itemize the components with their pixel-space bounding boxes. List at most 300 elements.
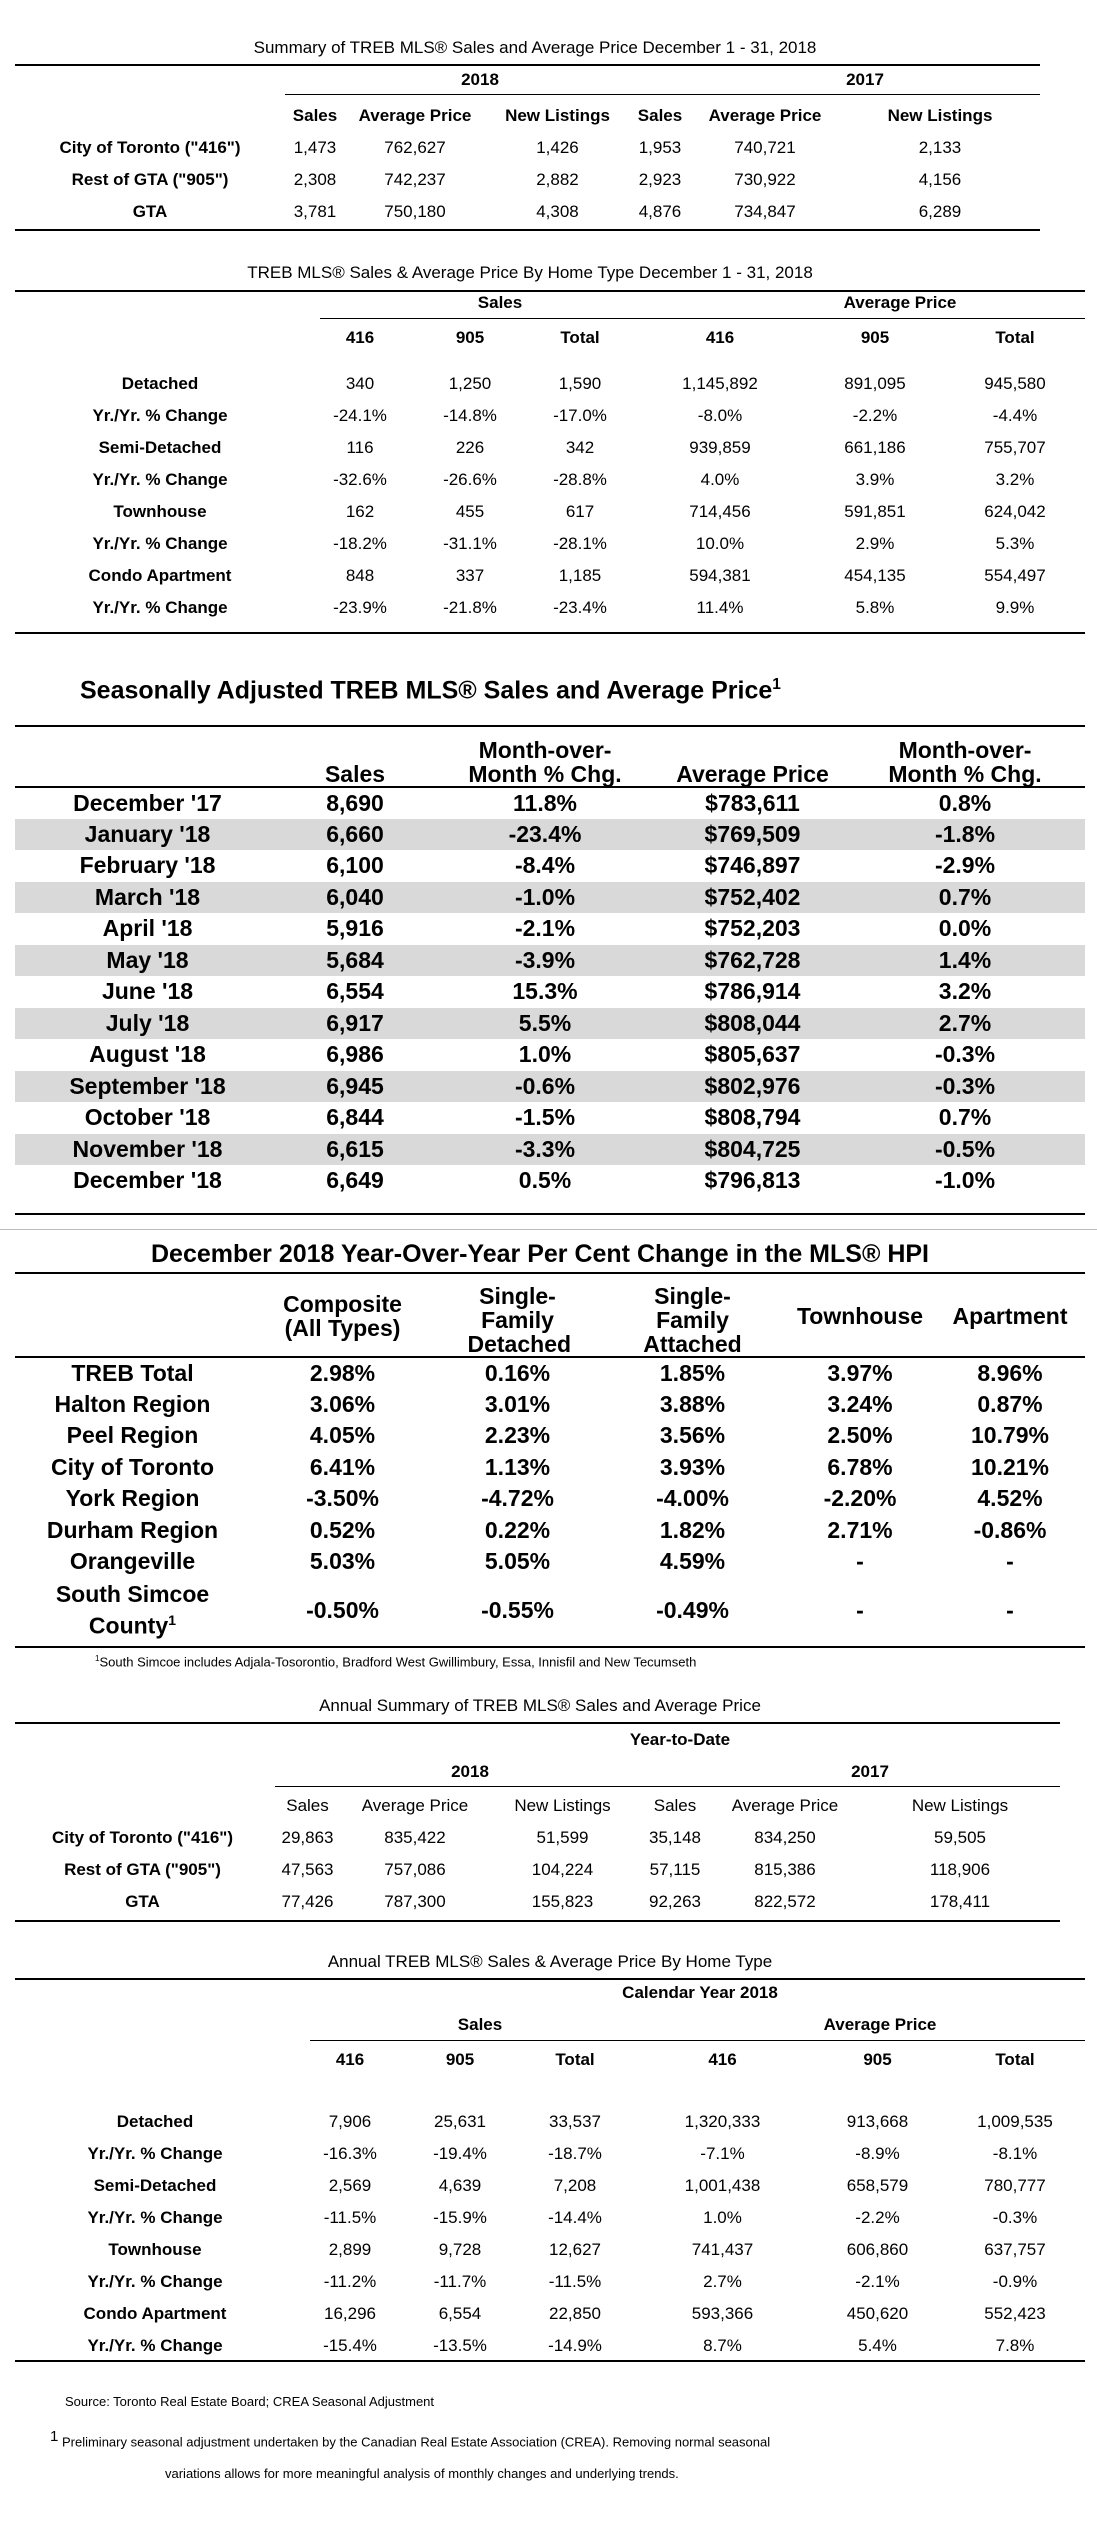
s6-group-rule	[310, 2040, 1085, 2041]
s5-cell: 51,599	[536, 1828, 589, 1847]
s3-cell: 6,844	[326, 1104, 384, 1131]
s6-cell: 658,579	[846, 2176, 909, 2195]
s6-row	[15, 2138, 1085, 2170]
s6-cell: -11.5%	[548, 2272, 602, 2291]
s6-row	[15, 2106, 1085, 2138]
page-divider	[0, 1229, 1097, 1230]
s4-cell: 6.78%	[827, 1453, 893, 1480]
s1-header-row	[15, 100, 1040, 132]
s3-cell: -1.0%	[430, 882, 660, 914]
s6-row	[15, 2266, 1085, 2298]
s4-cell: -0.86%	[973, 1516, 1047, 1543]
s3-row-label: January '18	[15, 819, 280, 851]
s3-row	[15, 882, 1085, 914]
s3-cell: -8.4%	[514, 852, 576, 879]
s5-col-header: Average Price	[731, 1796, 839, 1815]
s4-row	[15, 1420, 1085, 1452]
s3-row	[15, 787, 1085, 819]
s2-cell: 342	[565, 438, 595, 457]
s3-cell: 6,660	[280, 819, 430, 851]
s6-row	[15, 2170, 1085, 2202]
s2-cell: 4.0%	[700, 470, 740, 489]
s6-col-header: Total	[555, 2050, 595, 2069]
s5-year-b-rule	[670, 1786, 1060, 1787]
s2-group-price: Average Price	[843, 293, 957, 312]
s2-row-label: Condo Apartment	[88, 566, 232, 585]
s2-cell: -32.6%	[333, 470, 387, 489]
s2-cell: -17.0%	[553, 406, 607, 425]
s4-cell: 0.87%	[977, 1390, 1043, 1417]
s4-cell: 8.96%	[935, 1357, 1085, 1389]
s5-subtitle: Year-to-Date	[629, 1730, 731, 1749]
s2-row	[15, 560, 1085, 592]
s3-cell: $804,725	[660, 1134, 845, 1166]
s6-row-label: Condo Apartment	[83, 2304, 227, 2323]
source-note: Source: Toronto Real Estate Board; CREA Seasonal Adjustment	[65, 2394, 435, 2409]
s1-cell: 4,308	[536, 202, 579, 221]
s1-cell: 1,473	[293, 138, 337, 157]
s6-cell: 1,001,438	[684, 2176, 761, 2195]
s2-cell: 116	[346, 438, 374, 457]
s3-cell: $752,402	[660, 882, 845, 914]
s5-cell: 77,426	[281, 1892, 334, 1911]
s4-col-header	[600, 1275, 785, 1357]
s4-col-header	[435, 1275, 600, 1357]
s2-cell: -23.9%	[333, 598, 387, 617]
s4-cell: 4.59%	[659, 1548, 726, 1575]
s6-cell: 780,777	[984, 2176, 1046, 2195]
s4-cell: 2.71%	[827, 1516, 893, 1543]
s4-cell: 1.13%	[484, 1453, 551, 1480]
s3-cell: -2.1%	[514, 915, 576, 942]
s3-cell: $805,637	[704, 1041, 801, 1068]
s2-row-label: Detached	[121, 374, 199, 393]
s2-col-header: 416	[705, 328, 735, 347]
s3-row-label: March '18	[15, 882, 280, 914]
footnote-line2: variations allows for more meaningful analysis of monthly changes and underlying trends.	[165, 2466, 679, 2481]
s3-col-header	[430, 738, 660, 787]
s6-cell: -2.2%	[855, 2208, 900, 2227]
s6-cell: 593,366	[691, 2304, 754, 2323]
s3-row	[15, 945, 1085, 977]
s1-year-b-rule	[665, 94, 1040, 95]
s4-footnote-sup: 1	[95, 1654, 100, 1663]
s6-cell: -0.9%	[992, 2272, 1038, 2291]
s1-cell: 742,237	[384, 170, 446, 189]
s6-cell: 22,850	[549, 2304, 601, 2323]
s2-cell: -24.1%	[333, 406, 387, 425]
s2-row	[15, 368, 1085, 400]
s2-cell: -31.1%	[443, 534, 497, 553]
s6-cell: -14.4%	[548, 2208, 602, 2227]
footnote-sup: 1	[50, 2428, 59, 2445]
s4-cell: -0.50%	[306, 1597, 379, 1623]
s3-cell: 1.4%	[845, 945, 1085, 977]
s5-col-header: Average Price	[361, 1796, 469, 1815]
s5-cell: 815,386	[754, 1860, 816, 1879]
s5-col-header: Sales	[286, 1796, 329, 1815]
s3-cell: 0.8%	[845, 787, 1085, 819]
s3-cell: -1.0%	[934, 1167, 996, 1194]
s3-cell: 8,690	[280, 787, 430, 819]
s2-cell: -23.4%	[553, 598, 607, 617]
s6-row	[15, 2202, 1085, 2234]
s1-top-rule	[15, 64, 1040, 66]
s4-row-label: Halton Region	[54, 1390, 211, 1417]
s4-cell: 1.82%	[659, 1516, 726, 1543]
s6-row-label: Townhouse	[108, 2240, 202, 2259]
s5-col-header: Sales	[653, 1796, 697, 1815]
s3-row-label: July '18	[15, 1008, 280, 1040]
s3-bottom-rule	[15, 1213, 1085, 1215]
s2-row	[15, 496, 1085, 528]
s5-cell: 118,906	[929, 1860, 991, 1879]
s4-row	[15, 1389, 1085, 1421]
s3-cell: -3.9%	[430, 945, 660, 977]
s6-cell: -13.5%	[433, 2336, 487, 2355]
s2-row	[15, 464, 1085, 496]
s3-cell: 5,916	[326, 915, 384, 942]
s5-cell: 57,115	[649, 1860, 701, 1879]
s4-cell: 0.22%	[484, 1516, 551, 1543]
s5-cell: 92,263	[649, 1892, 701, 1911]
s2-cell: 594,381	[689, 566, 751, 585]
s6-col-header: 905	[445, 2050, 475, 2069]
s5-header-row	[15, 1790, 1060, 1822]
s3-cell: -2.9%	[934, 852, 996, 879]
s1-col-header: Sales	[637, 106, 683, 125]
s1-row	[15, 132, 1040, 164]
s3-row-label: December '18	[73, 1167, 222, 1194]
s2-col-header: 416	[345, 328, 375, 347]
s3-cell: -1.5%	[514, 1104, 576, 1131]
s4-title: December 2018 Year-Over-Year Per Cent Change in the MLS® HPI	[151, 1240, 929, 1268]
s2-row-label: Semi-Detached	[98, 438, 222, 457]
s2-row-label: Yr./Yr. % Change	[92, 406, 228, 425]
s3-row	[15, 1165, 1085, 1197]
s2-col-header: 905	[860, 328, 890, 347]
footnote-line1	[50, 2428, 770, 2449]
s1-cell: 6,289	[918, 202, 962, 221]
s5-cell: 787,300	[384, 1892, 446, 1911]
s4-row-label	[15, 1578, 250, 1644]
s1-cell: 1,953	[638, 138, 682, 157]
s4-bottom-rule	[15, 1646, 1085, 1648]
s2-row-label: Yr./Yr. % Change	[92, 470, 228, 489]
s2-cell: 624,042	[984, 502, 1046, 521]
s4-cell: -	[1006, 1597, 1014, 1623]
s6-cell: -2.1%	[855, 2272, 900, 2291]
s4-header-row	[15, 1275, 1085, 1357]
s3-cell: 6,917	[280, 1008, 430, 1040]
s5-row-label: City of Toronto ("416")	[51, 1828, 234, 1847]
s6-row	[15, 2298, 1085, 2330]
s6-cell: 606,860	[846, 2240, 909, 2259]
s5-cell: 757,086	[384, 1860, 446, 1879]
s4-row-label: TREB Total	[15, 1357, 250, 1389]
s5-top-rule	[15, 1722, 1060, 1724]
s2-cell: -8.0%	[697, 406, 743, 425]
s2-cell: -4.4%	[992, 406, 1038, 425]
s6-subtitle: Calendar Year 2018	[622, 1983, 778, 2002]
s3-row	[15, 976, 1085, 1008]
s2-col-header: 905	[455, 328, 485, 347]
s6-cell: -15.4%	[323, 2336, 377, 2355]
s4-cell: -0.55%	[481, 1597, 554, 1623]
s3-cell: 6,100	[326, 852, 384, 879]
s4-cell: -4.00%	[656, 1485, 729, 1512]
s5-col-header: New Listings	[514, 1796, 611, 1815]
s2-cell: 1,590	[558, 374, 602, 393]
s6-cell: -7.1%	[700, 2144, 745, 2163]
s2-cell: 2.9%	[855, 534, 895, 553]
s5-cell: 178,411	[929, 1892, 991, 1911]
s2-cell: 5.3%	[995, 534, 1035, 553]
s2-cell: 945,580	[984, 374, 1046, 393]
s6-cell: 913,668	[846, 2112, 909, 2131]
s6-cell: 2.7%	[703, 2272, 742, 2291]
s6-col-header: 905	[863, 2050, 892, 2069]
s2-cell: 554,497	[984, 566, 1046, 585]
s3-row	[15, 913, 1085, 945]
s3-row	[15, 1039, 1085, 1071]
s1-row-label: Rest of GTA ("905")	[71, 170, 229, 189]
s6-cell: -0.3%	[992, 2208, 1038, 2227]
s6-cell: 33,537	[549, 2112, 601, 2131]
s5-cell: 35,148	[649, 1828, 701, 1847]
s5-cell: 47,563	[281, 1860, 334, 1879]
s1-col-header: Average Price	[708, 106, 822, 125]
s6-row-label: Semi-Detached	[93, 2176, 217, 2195]
s1-row	[15, 196, 1040, 228]
s3-cell: 1.0%	[518, 1041, 572, 1068]
s4-cell: 4.05%	[309, 1422, 376, 1449]
s6-cell: 8.7%	[703, 2336, 742, 2355]
s3-row	[15, 1102, 1085, 1134]
s4-cell: 0.52%	[309, 1516, 376, 1543]
s4-cell: 5.03%	[309, 1548, 376, 1575]
s4-col-header-text: Composite (All Types)	[283, 1290, 402, 1341]
s3-cell: 0.7%	[845, 882, 1085, 914]
s4-cell: 3.56%	[659, 1422, 726, 1449]
s6-cell: 5.4%	[858, 2336, 897, 2355]
s1-col-header: New Listings	[887, 106, 993, 125]
s2-cell: 1,185	[558, 566, 602, 585]
s4-row-south-simcoe	[15, 1578, 1085, 1644]
s3-col-header-text: Month-over-Month % Chg.	[888, 737, 1042, 787]
s6-row	[15, 2234, 1085, 2266]
s3-cell: 6,554	[326, 978, 384, 1005]
s2-group-sales: Sales	[477, 293, 523, 312]
s4-footnote	[95, 1654, 696, 1669]
s6-cell: 741,437	[691, 2240, 754, 2259]
s1-row-label: City of Toronto ("416")	[59, 138, 241, 157]
s4-cell: -2.20%	[823, 1485, 897, 1512]
s5-table	[15, 1790, 1060, 1918]
s6-cell: 1,009,535	[977, 2112, 1053, 2131]
s6-row-label: Yr./Yr. % Change	[87, 2336, 223, 2355]
s1-row-label: GTA	[132, 202, 168, 221]
s1-cell: 740,721	[734, 138, 796, 157]
s5-cell: 29,863	[281, 1828, 334, 1847]
s3-cell: 6,945	[280, 1071, 430, 1103]
s6-row-label: Yr./Yr. % Change	[87, 2144, 223, 2163]
s2-cell: 1,250	[448, 374, 492, 393]
s4-cell: 2.23%	[484, 1422, 551, 1449]
s3-cell: 15.3%	[512, 978, 578, 1005]
s3-cell: 6,615	[280, 1134, 430, 1166]
s4-row	[15, 1546, 1085, 1578]
s1-year-b: 2017	[846, 70, 884, 89]
s2-cell: 591,851	[844, 502, 906, 521]
s1-cell: 750,180	[384, 202, 446, 221]
s2-cell: 454,135	[844, 566, 906, 585]
s2-cell: 714,456	[689, 502, 751, 521]
s2-row-label: Townhouse	[113, 502, 207, 521]
s3-row-label: February '18	[79, 852, 216, 879]
s4-cell: 3.01%	[484, 1390, 551, 1417]
s3-cell: $796,813	[704, 1167, 801, 1194]
s3-col-header	[845, 738, 1085, 787]
s1-year-a: 2018	[461, 70, 499, 89]
s4-cell: -	[856, 1597, 864, 1623]
s5-cell: 104,224	[531, 1860, 594, 1879]
s6-row-label: Detached	[116, 2112, 194, 2131]
s3-cell: -0.6%	[430, 1071, 660, 1103]
s3-row	[15, 850, 1085, 882]
s3-cell: 6,649	[326, 1167, 384, 1194]
s4-cell: 2.98%	[250, 1357, 435, 1389]
s2-cell: -2.2%	[852, 406, 898, 425]
s4-cell: -	[1006, 1548, 1014, 1575]
s6-cell: 16,296	[324, 2304, 376, 2323]
s1-cell: 4,156	[918, 170, 962, 189]
s1-cell: 762,627	[384, 138, 446, 157]
s2-title: TREB MLS® Sales & Average Price By Home Type December 1 - 31, 2018	[247, 263, 813, 282]
s5-col-header: New Listings	[911, 1796, 1009, 1815]
s3-col-header: Average Price	[676, 761, 829, 787]
s6-table	[15, 2044, 1085, 2362]
s2-cell: 162	[345, 502, 375, 521]
s4-cell: 3.97%	[785, 1357, 935, 1389]
s3-row	[15, 1071, 1085, 1103]
s2-header-row	[15, 322, 1085, 354]
s2-cell: 891,095	[844, 374, 906, 393]
s5-bottom-rule	[15, 1920, 1060, 1922]
s1-col-header: Sales	[292, 106, 338, 125]
s6-cell: -16.3%	[323, 2144, 377, 2163]
s3-row-label: April '18	[102, 915, 193, 942]
s5-cell: 834,250	[754, 1828, 816, 1847]
s2-row-label: Yr./Yr. % Change	[92, 534, 228, 553]
s6-cell: -14.9%	[548, 2336, 602, 2355]
s5-year-b: 2017	[851, 1762, 889, 1781]
s3-cell: -1.8%	[845, 819, 1085, 851]
s3-cell: 2.7%	[845, 1008, 1085, 1040]
s1-cell: 1,426	[536, 138, 579, 157]
s6-cell: -8.9%	[855, 2144, 900, 2163]
s3-header-row	[15, 738, 1085, 787]
s2-row	[15, 432, 1085, 464]
s6-row	[15, 2330, 1085, 2362]
s3-row-label: October '18	[84, 1104, 211, 1131]
s1-row	[15, 164, 1040, 196]
s2-cell: 337	[455, 566, 485, 585]
s4-table	[15, 1275, 1085, 1644]
s1-cell: 734,847	[734, 202, 796, 221]
s6-col-header: 416	[708, 2050, 737, 2069]
s3-table	[15, 738, 1085, 1197]
s4-col-header-text: Single-Family Detached	[467, 1283, 572, 1357]
s6-col-header: Total	[995, 2050, 1035, 2069]
s3-title-text: Seasonally Adjusted TREB MLS® Sales and Average Price	[80, 676, 773, 705]
s4-footnote-text: South Simcoe includes Adjala-Tosorontio, Bradford West Gwillimbury, Essa, Innisfil and New Tecumseth	[99, 1654, 697, 1670]
s4-row	[15, 1483, 1085, 1515]
s1-cell: 2,308	[293, 170, 337, 189]
s4-row	[15, 1452, 1085, 1484]
s6-cell: 12,627	[549, 2240, 601, 2259]
s4-row-label-line1: South Simcoe	[55, 1581, 210, 1608]
s2-cell: -14.8%	[443, 406, 497, 425]
s2-cell: 3.2%	[995, 470, 1035, 489]
s3-cell: $808,794	[704, 1104, 801, 1131]
s4-cell: 2.50%	[827, 1422, 893, 1449]
s5-cell: 155,823	[531, 1892, 594, 1911]
s3-cell: 3.2%	[938, 978, 992, 1005]
s6-title: Annual TREB MLS® Sales & Average Price By Home Type	[327, 1952, 773, 1971]
s1-cell: 2,923	[638, 170, 682, 189]
s5-year-a: 2018	[451, 1762, 489, 1781]
s6-cell: -19.4%	[433, 2144, 487, 2163]
s2-table	[15, 322, 1085, 624]
s1-cell: 2,133	[918, 138, 962, 157]
s4-cell: 5.05%	[484, 1548, 551, 1575]
s4-col-header-text: Single-Family Attached	[643, 1283, 742, 1357]
s4-row-label: City of Toronto	[50, 1453, 215, 1480]
s2-cell: 1,145,892	[682, 374, 758, 393]
s3-title-sup: 1	[772, 676, 781, 693]
s4-row-label-line2: County	[88, 1612, 169, 1639]
s6-cell: 25,631	[434, 2112, 486, 2131]
s3-row	[15, 1008, 1085, 1040]
s1-title: Summary of TREB MLS® Sales and Average Price December 1 - 31, 2018	[253, 38, 817, 57]
s3-cell: $762,728	[660, 945, 845, 977]
s1-year-a-rule	[285, 94, 665, 95]
s6-group-sales: Sales	[457, 2015, 503, 2034]
s6-cell: -11.2%	[323, 2272, 377, 2291]
s4-cell: 1.85%	[600, 1357, 785, 1389]
s6-group-price: Average Price	[823, 2015, 937, 2034]
s5-row	[15, 1854, 1060, 1886]
footnote-line1-text: Preliminary seasonal adjustment undertaken by the Canadian Real Estate Association (CREA). Removing normal seasonal	[61, 2434, 771, 2450]
s1-cell: 730,922	[734, 170, 796, 189]
s5-row-label: GTA	[125, 1892, 160, 1911]
s4-row-label: York Region	[65, 1485, 200, 1512]
s2-cell: 3.9%	[855, 470, 895, 489]
s3-cell: $769,509	[660, 819, 845, 851]
s3-cell: $746,897	[704, 852, 801, 879]
s4-cell: -	[856, 1548, 864, 1575]
s4-cell: 3.93%	[659, 1453, 726, 1480]
s3-col-header: Sales	[324, 761, 386, 787]
s6-cell: 552,423	[984, 2304, 1046, 2323]
s2-row	[15, 592, 1085, 624]
s3-cell: 5.5%	[430, 1008, 660, 1040]
s3-row-label: August '18	[89, 1041, 206, 1068]
s3-cell: 5,684	[280, 945, 430, 977]
s6-cell: 2,899	[328, 2240, 372, 2259]
s4-cell: 0.16%	[435, 1357, 600, 1389]
